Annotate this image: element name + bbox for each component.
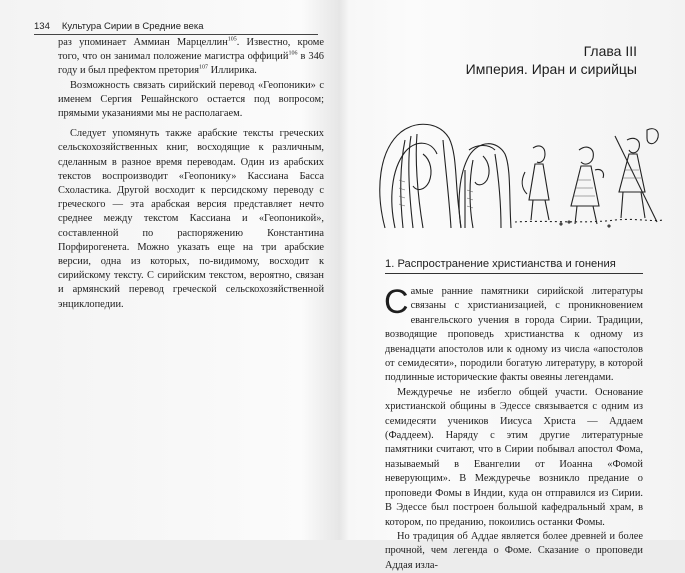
- left-page: [0, 0, 342, 540]
- paragraph: Самые ранние памятники сирийской литературы связаны с христианизацией, с проникновением евангельского учения в города Сирии. Традиции, возводящие проповедь христианства к одному из двенадцати апостолов или к одному из числа «апостолов от семидесяти», породили богатую литературу, в которой подлинные исторические факты овеяны легендами.: [384, 283, 643, 384]
- procession-illustration: [365, 110, 665, 230]
- chapter-label: Глава III: [583, 43, 637, 59]
- footnote-ref: 106: [288, 50, 298, 57]
- running-header: [34, 21, 318, 35]
- footnote-ref: 107: [199, 64, 209, 71]
- paragraph: Но традиция об Аддае является более древней и более прочной, чем легенда о Фоме. Сказание о проповеди Аддая изла-: [385, 530, 643, 571]
- footnote-ref: 105: [227, 36, 237, 43]
- chapter-title: Империя. Иран и сирийцы: [465, 61, 637, 77]
- running-title: Культура Сирии в Средние века: [61, 21, 204, 32]
- section-title: 1. Распространение христианства и гонения: [385, 258, 643, 274]
- drop-cap: С: [384, 283, 409, 321]
- page-number: 134: [34, 21, 50, 32]
- paragraph: раз упоминает Аммиан Марцеллин$^{105}$. Известно, кроме того, что он занимал положение магистра оффиций$^{106}$ в 346 году и был префектом претория$^{107}$ Иллирика.: [58, 36, 325, 77]
- paragraph: Следует упомянуть также арабские тексты греческих сельскохозяйственных книг, восходящие к различным, сделанным в разное время переводам. Один из арабских текстов воспроизводит «Геопонику» Кассиана Басса Схоластика. Другой восходит к персидскому переводу с греческого — эта арабская версия представляет нечто среднее между текстом Кассиана и «Геопоникой», составленной по распоряжению Константина Порфирогенета. Можно указать еще на три арабские версии, одна из которых, по-видимому, восходит к сирийскому тексту. С сирийским текстом, вероятно, связан и армянский перевод греческой сельскохозяйственной энциклопедии.: [58, 128, 324, 310]
- chapter-heading: [466, 42, 637, 78]
- paragraph: Междуречье не избегло общей участи. Основание христианской общины в Эдессе связывается с одним из семидесяти учеников Иисуса Христа — Аддаем (Фаддеем). Наряду с этим другие литературные памятники считают, что в Сирии побывал апостол Фома, называемый в Евангелии от Иоанна «Фомой неверующим». В Междуречье возникло предание о проповеди Фомы в Индии, куда он отправился из Сирии. В Эдессе был построен большой кафедральный храм, в котором, по преданию, покоились останки Фомы.: [385, 386, 643, 528]
- right-body-text: [385, 285, 643, 573]
- right-page: [343, 0, 685, 571]
- paragraph: Возможность связать сирийский перевод «Геопоники» с именем Сергия Решайнского остается под вопросом; прямыми указаниями мы не располагаем.: [58, 79, 324, 120]
- left-body-text: [58, 36, 324, 312]
